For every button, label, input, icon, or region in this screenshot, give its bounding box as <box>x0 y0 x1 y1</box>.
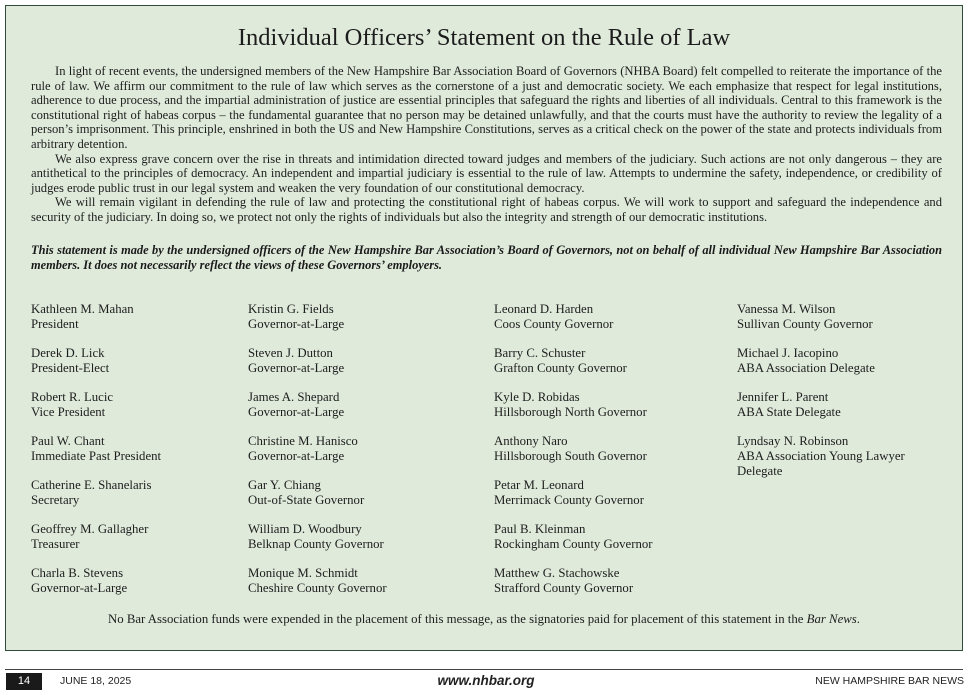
signatory <box>494 566 714 596</box>
signatory <box>248 346 468 376</box>
signatory-column-2 <box>248 302 468 610</box>
signatory-role: Strafford County Governor <box>494 581 634 595</box>
signatory-role: Out-of-State Governor <box>248 493 365 507</box>
disclaimer: This statement is made by the undersigned officers of the New Hampshire Bar Association’s Board of Governors, not on behalf of all individual New Hampshire Bar Association members. It does not necessarily reflect the views of these Governors’ employers. <box>31 243 942 272</box>
footer-divider <box>5 669 963 670</box>
signatory-name: Steven J. Dutton <box>248 346 333 360</box>
signatory-name: Kyle D. Robidas <box>494 390 580 404</box>
signatory-name: Charla B. Stevens <box>31 566 124 580</box>
body-paragraph: We will remain vigilant in defending the rule of law and protecting the constitutional right of habeas corpus. We will work to support and safeguard the independence and security of the judiciary. In doing so, we protect not only the rights of individuals but also the integrity and strength of our democratic institutions. <box>31 195 942 224</box>
signatory-name: Michael J. Iacopino <box>737 346 839 360</box>
signatory-role: Belknap County Governor <box>248 537 384 551</box>
signatory-role: Governor-at-Large <box>248 317 345 331</box>
body-paragraph: In light of recent events, the undersigned members of the New Hampshire Bar Association Board of Governors (NHBA Board) felt compelled to reiterate the importance of the rule of law. We affirm our commitment to the rule of law which serves as the cornerstone of a just and democratic society. We each emphasize that respect for legal institutions, adherence to due process, and the impartial administration of justice are essential principles that safeguard the rights and liberties of all individuals. Central to this framework is the constitutional right of habeas corpus – the fundamental guarantee that no person may be detained unlawfully, and that the courts must have the authority to review the legality of a person’s imprisonment. This principle, enshrined in both the US and New Hampshire Constitutions, serves as a critical check on the power of the state and protects individuals from arbitrary detention. <box>31 64 942 151</box>
website-link[interactable]: www.nhbar.org <box>437 673 535 688</box>
signatory-column-3 <box>494 302 714 610</box>
signatory-role: Governor-at-Large <box>248 405 345 419</box>
signatory-name: William D. Woodbury <box>248 522 362 536</box>
signatory-role: Coos County Governor <box>494 317 614 331</box>
signatory <box>737 390 937 420</box>
signatory-name: Leonard D. Harden <box>494 302 594 316</box>
signatory <box>494 346 714 376</box>
signatory-role: Vice President <box>31 405 106 419</box>
statement-body <box>31 64 942 225</box>
signatory <box>248 434 468 464</box>
signatory <box>494 478 714 508</box>
signatory-name: Matthew G. Stachowske <box>494 566 620 580</box>
signatory-name: Anthony Naro <box>494 434 568 448</box>
page-number: 14 <box>6 673 42 690</box>
signatory <box>248 566 468 596</box>
signatory-role: Cheshire County Governor <box>248 581 387 595</box>
funding-footnote <box>6 612 962 627</box>
signatory <box>31 346 231 376</box>
signatory-name: Paul W. Chant <box>31 434 105 448</box>
signatory-role: Treasurer <box>31 537 80 551</box>
signatory-role: ABA State Delegate <box>737 405 841 419</box>
signatory-name: Barry C. Schuster <box>494 346 586 360</box>
signatory <box>31 434 231 464</box>
issue-date: JUNE 18, 2025 <box>60 675 132 687</box>
signatory-name: Jennifer L. Parent <box>737 390 829 404</box>
statement-title: Individual Officers’ Statement on the Rule of Law <box>237 24 731 51</box>
footnote-publication: Bar News <box>806 612 857 626</box>
signatory-name: Monique M. Schmidt <box>248 566 358 580</box>
footnote-end: . <box>856 612 860 626</box>
signatory-role: Immediate Past President <box>31 449 162 463</box>
signatory-role: Governor-at-Large <box>248 361 345 375</box>
signatory-role: Rockingham County Governor <box>494 537 653 551</box>
body-paragraph: We also express grave concern over the rise in threats and intimidation directed toward judges and members of the judiciary. Such actions are not only dangerous – they are antithetical to the principles of democracy. An independent and impartial judiciary is essential to the rule of law. Attempts to undermine the safety, independence, or credibility of judges erode public trust in our legal system and weaken the very foundation of our constitutional democracy. <box>31 151 942 195</box>
signatory-name: Christine M. Hanisco <box>248 434 358 448</box>
signatory <box>31 566 231 596</box>
signatory-role: Sullivan County Governor <box>737 317 873 331</box>
signatory-name: Vanessa M. Wilson <box>737 302 836 316</box>
signatory <box>248 522 468 552</box>
signatory <box>248 302 468 332</box>
signatory-name: Lyndsay N. Robinson <box>737 434 849 448</box>
signatory <box>494 302 714 332</box>
signatory <box>31 478 231 508</box>
signatory-name: Derek D. Lick <box>31 346 105 360</box>
signatory <box>737 434 937 479</box>
signatory <box>31 522 231 552</box>
signatory-role: Grafton County Governor <box>494 361 627 375</box>
signatory-name: Kristin G. Fields <box>248 302 334 316</box>
signatory <box>494 390 714 420</box>
signatory-name: Geoffrey M. Gallagher <box>31 522 149 536</box>
publication-name: NEW HAMPSHIRE BAR NEWS <box>815 675 964 687</box>
signatory-name: Gar Y. Chiang <box>248 478 321 492</box>
signatory-role: Hillsborough South Governor <box>494 449 647 463</box>
signatory <box>494 434 714 464</box>
signatory-column-1 <box>31 302 231 610</box>
signatory-role: Merrimack County Governor <box>494 493 644 507</box>
signatory-role: President-Elect <box>31 361 110 375</box>
signatory <box>31 390 231 420</box>
signatory <box>737 346 937 376</box>
signatory <box>737 302 937 332</box>
signatory <box>248 478 468 508</box>
signatory-name: Paul B. Kleinman <box>494 522 586 536</box>
signatory-role: Governor-at-Large <box>248 449 345 463</box>
signatory-name: Petar M. Leonard <box>494 478 584 492</box>
signatory-column-4 <box>737 302 937 493</box>
signatory-role: Hillsborough North Governor <box>494 405 647 419</box>
signatory-name: Robert R. Lucic <box>31 390 114 404</box>
signatory-role: Secretary <box>31 493 80 507</box>
signatory-role: ABA Association Young Lawyer Delegate <box>737 449 905 478</box>
signatory <box>248 390 468 420</box>
footnote-text: No Bar Association funds were expended in the placement of this message, as the signatories paid for placement of this statement in the <box>107 612 807 626</box>
signatory-name: Catherine E. Shanelaris <box>31 478 152 492</box>
statement-panel <box>5 5 963 651</box>
signatory-name: Kathleen M. Mahan <box>31 302 134 316</box>
signatory <box>494 522 714 552</box>
signatory <box>31 302 231 332</box>
signatory-name: James A. Shepard <box>248 390 340 404</box>
signatory-role: Governor-at-Large <box>31 581 128 595</box>
signatory-role: President <box>31 317 79 331</box>
signatory-role: ABA Association Delegate <box>737 361 875 375</box>
